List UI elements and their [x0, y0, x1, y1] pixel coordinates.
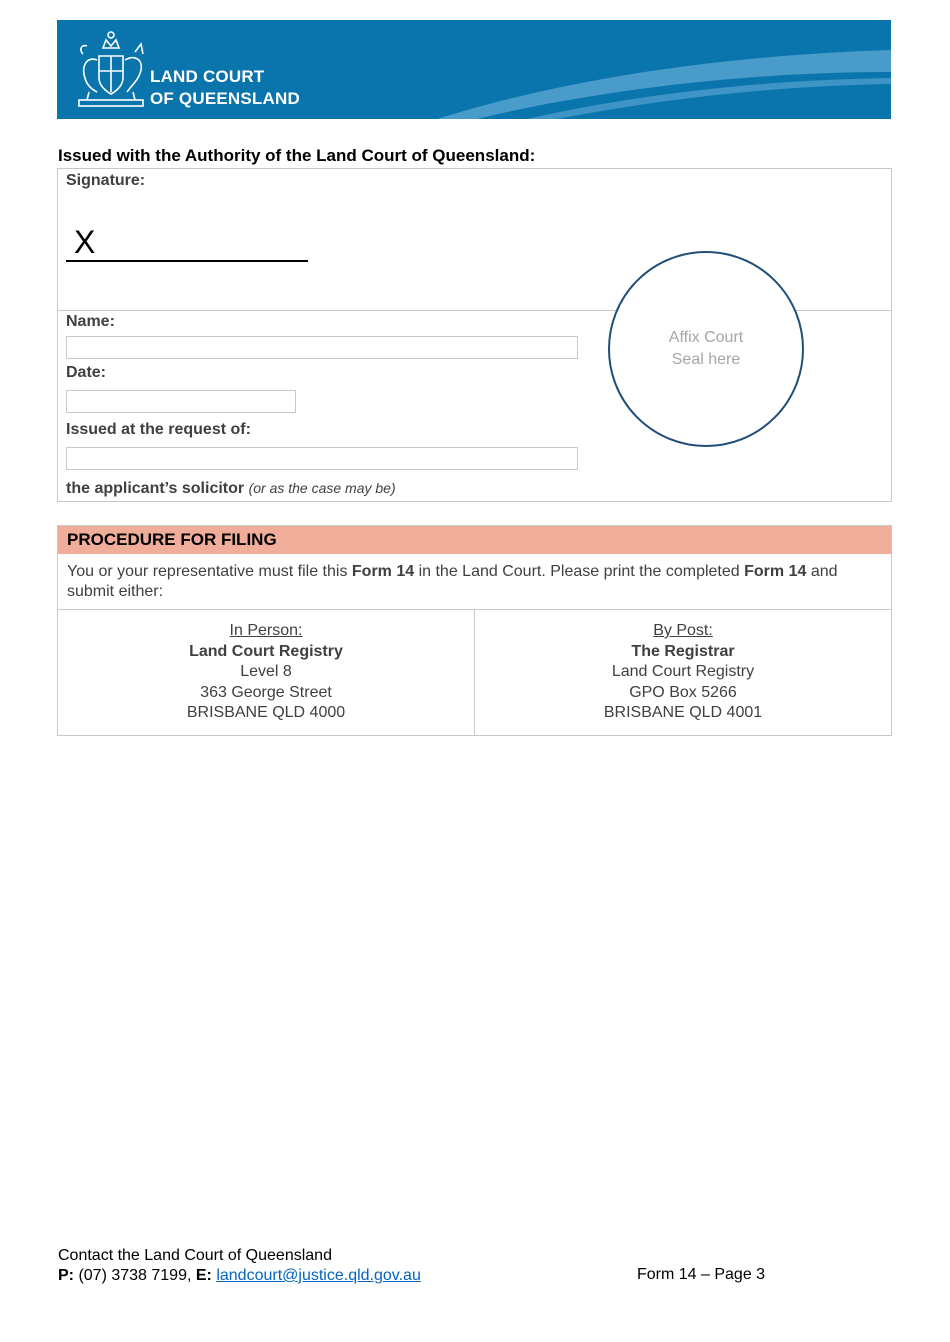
queensland-crest-icon	[69, 26, 153, 112]
page-number: Form 14 – Page 3	[637, 1266, 766, 1283]
by-post-line-3: BRISBANE QLD 4001	[603, 704, 763, 721]
footer-contact-details	[58, 1266, 421, 1286]
procedure-title: PROCEDURE FOR FILING	[67, 530, 277, 549]
court-seal-placeholder	[608, 251, 804, 447]
by-post-line-2: GPO Box 5266	[629, 683, 737, 701]
in-person-line-3: BRISBANE QLD 4000	[186, 704, 346, 721]
intro-text-3: and submit either:	[67, 563, 838, 600]
header-banner	[57, 20, 891, 119]
court-logo-text	[150, 66, 300, 110]
email-label: E:	[195, 1267, 212, 1284]
signature-line[interactable]	[66, 260, 308, 262]
procedure-header	[58, 526, 891, 554]
email-link[interactable]: landcourt@justice.qld.gov.au	[216, 1267, 421, 1284]
in-person-line-2: 363 George Street	[200, 683, 332, 701]
intro-text-2: in the Land Court. Please print the completed	[414, 563, 745, 580]
by-post-name: The Registrar	[631, 642, 735, 660]
date-label: Date:	[66, 364, 107, 381]
solicitor-qualifier: (or as the case may be)	[248, 480, 396, 496]
intro-form-ref-2: Form 14	[744, 563, 807, 580]
by-post-heading: By Post:	[653, 622, 713, 639]
procedure-section	[57, 525, 892, 736]
footer-contact-line: Contact the Land Court of Queensland	[58, 1247, 332, 1264]
in-person-address	[58, 621, 474, 724]
seal-text-line-1: Affix Court	[668, 329, 744, 346]
solicitor-note	[66, 480, 396, 498]
intro-form-ref-1: Form 14	[351, 563, 415, 580]
footer-contact	[58, 1246, 421, 1286]
name-label: Name:	[66, 313, 115, 330]
seal-text-line-2: Seal here	[671, 351, 741, 368]
signature-section	[57, 168, 892, 502]
request-label: Issued at the request of:	[66, 421, 251, 438]
name-input[interactable]	[66, 336, 578, 359]
signature-label: Signature:	[66, 172, 146, 189]
by-post-address	[475, 621, 891, 724]
procedure-intro	[67, 562, 887, 602]
by-post-line-1: Land Court Registry	[611, 663, 755, 680]
date-input[interactable]	[66, 390, 296, 413]
request-input[interactable]	[66, 447, 578, 470]
authority-heading: Issued with the Authority of the Land Court of Queensland:	[58, 146, 536, 165]
intro-text-1: You or your representative must file this	[67, 563, 352, 580]
in-person-name: Land Court Registry	[189, 642, 343, 660]
signature-mark: X	[74, 224, 96, 260]
phone-number: (07) 3738 7199,	[74, 1267, 196, 1284]
phone-label: P:	[58, 1267, 74, 1284]
logo-line-2: OF QUEENSLAND	[150, 89, 300, 108]
in-person-line-1: Level 8	[240, 663, 292, 680]
logo-line-1: LAND COURT	[150, 67, 265, 86]
solicitor-text: the applicant’s solicitor	[66, 480, 245, 497]
in-person-heading: In Person:	[229, 622, 303, 639]
